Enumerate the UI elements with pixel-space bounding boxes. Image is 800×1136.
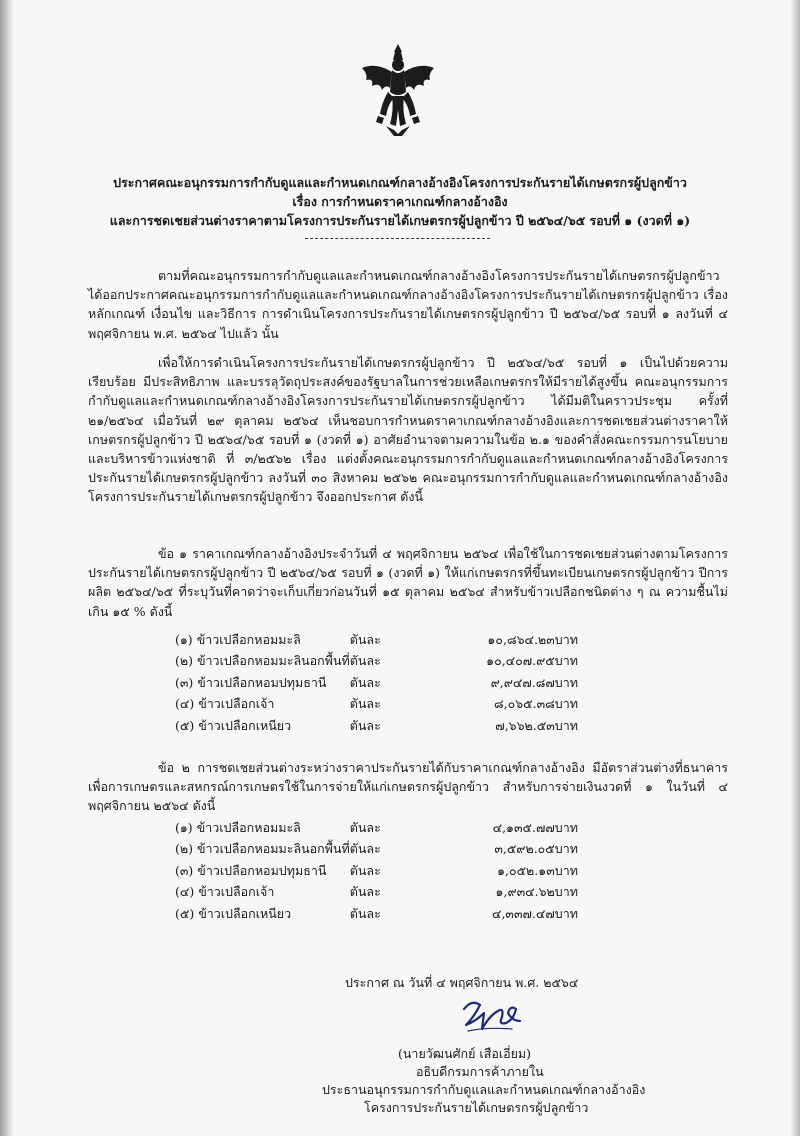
item-number: (๑) — [175, 631, 193, 647]
item-number: (๔) — [175, 696, 195, 712]
unit-label: ตันละ — [349, 905, 381, 921]
rate-amount: ๑,๙๓๔.๖๒ — [495, 884, 555, 900]
rate-amount: ๔,๑๓๕.๗๗ — [492, 819, 555, 835]
clause-2: ข้อ ๒ การชดเชยส่วนต่างระหว่างราคาประกันรายได้กับราคาเกณฑ์กลางอ้างอิง มีอัตราส่วนต่างที่ธนาคารเพื่อการเกษตรและสหกรณ์การเกษตรใช้ในการจ่ายให้แก่เกษตรกรผู้ปลูกข้าว สำหรับการจ่ายเงินงวดที่ ๑ ในวันที่ ๔ พฤศจิกายน ๒๕๖๔ ดังนี้ — [88, 760, 728, 814]
table-row — [175, 817, 595, 839]
currency-label: บาท — [554, 653, 578, 669]
garuda-emblem-icon — [358, 40, 438, 140]
table-row — [175, 694, 595, 716]
item-number: (๑) — [175, 819, 193, 835]
price-amount: ๘,๐๖๕.๓๘ — [493, 696, 555, 712]
item-number: (๒) — [175, 653, 193, 669]
table-row — [175, 629, 595, 651]
item-number: (๕) — [175, 905, 195, 921]
rice-type: ข้าวเปลือกหอมปทุมธานี — [197, 674, 327, 690]
currency-label: บาท — [554, 905, 578, 921]
unit-label: ตันละ — [349, 841, 381, 857]
rice-type: ข้าวเปลือกเจ้า — [198, 696, 275, 712]
item-number: (๒) — [175, 841, 193, 857]
compensation-rate-table — [175, 817, 595, 925]
price-amount: ๗,๖๖๒.๕๓ — [495, 717, 555, 733]
rate-amount: ๔,๓๓๗.๔๗ — [492, 905, 555, 921]
paragraph-2: เพื่อให้การดำเนินโครงการประกันรายได้เกษตรกรผู้ปลูกข้าว ปี ๒๕๖๔/๖๕ รอบที่ ๑ เป็นไปด้วยความเรียบร้อย มีประสิทธิภาพ และบรรลุวัตถุประสงค์ของรัฐบาลในการช่วยเหลือเกษตรกรให้มีรายได้สูงขึ้น คณะอนุกรรมการกำกับดูแลและกำหนดเกณฑ์กลางอ้างอิงโครงการประกันรายได้เกษตรกรผู้ปลูกข้าว ได้มีมติในคราวประชุม ครั้งที่ ๒๑/๒๕๖๔ เมื่อวันที่ ๒๙ ตุลาคม ๒๕๖๔ เห็นชอบการกำหนดราคาเกณฑ์กลางอ้างอิงและการชดเชยส่วนต่างราคาให้เกษตรกรผู้ปลูกข้าว ปี ๒๕๖๔/๖๕ รอบที่ ๑ (งวดที่ ๑) อาศัยอำนาจตามความในข้อ ๒.๑ ของคำสั่งคณะกรรมการนโยบายและบริหารข้าวแห่งชาติ ที่ ๓/๒๕๖๒ เรื่อง แต่งตั้งคณะอนุกรรมการกำกับดูแลและกำหนดเกณฑ์กลางอ้างอิงโครงการประกันรายได้เกษตรกรผู้ปลูกข้าว ลงวันที่ ๓๐ สิงหาคม ๒๕๖๒ คณะอนุกรรมการกำกับดูแลและกำหนดเกณฑ์กลางอ้างอิงโครงการประกันรายได้เกษตรกรผู้ปลูกข้าว จึงออกประกาศ ดังนี้ — [88, 355, 728, 505]
currency-label: บาท — [554, 841, 578, 857]
unit-label: ตันละ — [349, 631, 381, 647]
item-number: (๓) — [175, 674, 194, 690]
reference-price-table — [175, 629, 595, 737]
handwritten-signature-icon — [458, 995, 538, 1037]
currency-label: บาท — [554, 717, 578, 733]
signatory-role-line-2: โครงการประกันรายได้เกษตรกรผู้ปลูกข้าว — [364, 1100, 589, 1115]
table-row — [175, 882, 595, 904]
currency-label: บาท — [554, 631, 578, 647]
item-number: (๓) — [175, 862, 194, 878]
paragraph-1: ตามที่คณะอนุกรรมการกำกับดูแลและกำหนดเกณฑ์กลางอ้างอิงโครงการประกันรายได้เกษตรกรผู้ปลูกข้าว ได้ออกประกาศคณะอนุกรรมการกำกับดูแลและกำหนดเกณฑ์กลางอ้างอิงโครงการประกันรายได้เกษตรกรผู้ปลูกข้าว เรื่อง หลักเกณฑ์ เงื่อนไข และวิธีการ การดำเนินโครงการประกันรายได้เกษตรกรผู้ปลูกข้าว ปี ๒๕๖๔/๖๕ รอบที่ ๑ ลงวันที่ ๔ พฤศจิกายน พ.ศ. ๒๕๖๔ ไปแล้ว นั้น — [88, 268, 728, 341]
currency-label: บาท — [554, 819, 578, 835]
table-row — [175, 860, 595, 882]
announcement-date: ประกาศ ณ วันที่ ๔ พฤศจิกายน พ.ศ. ๒๕๖๔ — [345, 975, 579, 990]
unit-label: ตันละ — [349, 862, 381, 878]
rice-type: ข้าวเปลือกหอมปทุมธานี — [197, 862, 327, 878]
currency-label: บาท — [554, 884, 578, 900]
rice-type: ข้าวเปลือกหอมมะลิ — [196, 631, 301, 647]
currency-label: บาท — [554, 696, 578, 712]
currency-label: บาท — [554, 862, 578, 878]
rice-type: ข้าวเปลือกเจ้า — [198, 884, 275, 900]
table-row — [175, 672, 595, 694]
signatory-role-line-1: ประธานอนุกรรมการกำกับดูแลและกำหนดเกณฑ์กลางอ้างอิง — [322, 1082, 646, 1097]
unit-label: ตันละ — [349, 653, 381, 669]
title-line-3: และการชดเชยส่วนต่างราคาตามโครงการประกันรายได้เกษตรกรผู้ปลูกข้าว ปี ๒๕๖๔/๖๕ รอบที่ ๑ (งวดที่ ๑) — [109, 213, 691, 228]
rice-type: ข้าวเปลือกหอมมะลิ — [196, 819, 301, 835]
rice-type: ข้าวเปลือกหอมมะลินอกพื้นที่ — [196, 841, 350, 857]
price-amount: ๑๐,๔๐๗.๙๕ — [486, 653, 555, 669]
unit-label: ตันละ — [349, 674, 381, 690]
unit-label: ตันละ — [349, 884, 381, 900]
rate-amount: ๓,๕๙๒.๐๕ — [494, 841, 555, 857]
title-divider — [305, 238, 490, 239]
item-number: (๔) — [175, 884, 195, 900]
price-amount: ๑๐,๘๖๔.๒๓ — [487, 631, 555, 647]
item-number: (๕) — [175, 717, 195, 733]
table-row — [175, 715, 595, 737]
unit-label: ตันละ — [349, 696, 381, 712]
rate-amount: ๑,๐๕๒.๑๓ — [497, 862, 555, 878]
unit-label: ตันละ — [349, 819, 381, 835]
rice-type: ข้าวเปลือกเหนียว — [198, 905, 292, 921]
table-row — [175, 651, 595, 673]
signatory-name: (นายวัฒนศักย์ เสือเอี่ยม) — [398, 1046, 532, 1061]
currency-label: บาท — [554, 674, 578, 690]
table-row — [175, 839, 595, 861]
title-line-2: เรื่อง การกำหนดราคาเกณฑ์กลางอ้างอิง — [292, 194, 508, 209]
rice-type: ข้าวเปลือกเหนียว — [198, 717, 292, 733]
price-amount: ๙,๙๔๗.๘๗ — [490, 674, 555, 690]
rice-type: ข้าวเปลือกหอมมะลินอกพื้นที่ — [196, 653, 350, 669]
unit-label: ตันละ — [349, 717, 381, 733]
signatory-position: อธิบดีกรมการค้าภายใน — [416, 1064, 544, 1079]
clause-1: ข้อ ๑ ราคาเกณฑ์กลางอ้างอิงประจำวันที่ ๔ พฤศจิกายน ๒๕๖๔ เพื่อใช้ในการชดเชยส่วนต่างตามโครงการประกันรายได้เกษตรกรผู้ปลูกข้าว ปี ๒๕๖๔/๖๕ รอบที่ ๑ (งวดที่ ๑) ให้แก่เกษตรกรที่ขึ้นทะเบียนเกษตรกรผู้ปลูกข้าว ปีการผลิต ๒๕๖๔/๖๕ ที่ระบุวันที่คาดว่าจะเก็บเกี่ยวก่อนวันที่ ๑๕ ตุลาคม ๒๕๖๔ สำหรับข้าวเปลือกชนิดต่าง ๆ ณ ความชื้นไม่เกิน ๑๕ % ดังนี้ — [88, 546, 728, 619]
title-line-1: ประกาศคณะอนุกรรมการกำกับดูแลและกำหนดเกณฑ์กลางอ้างอิงโครงการประกันรายได้เกษตรกรผู้ปลูกข้าว — [113, 175, 687, 190]
announcement-title — [60, 173, 740, 230]
table-row — [175, 903, 595, 925]
